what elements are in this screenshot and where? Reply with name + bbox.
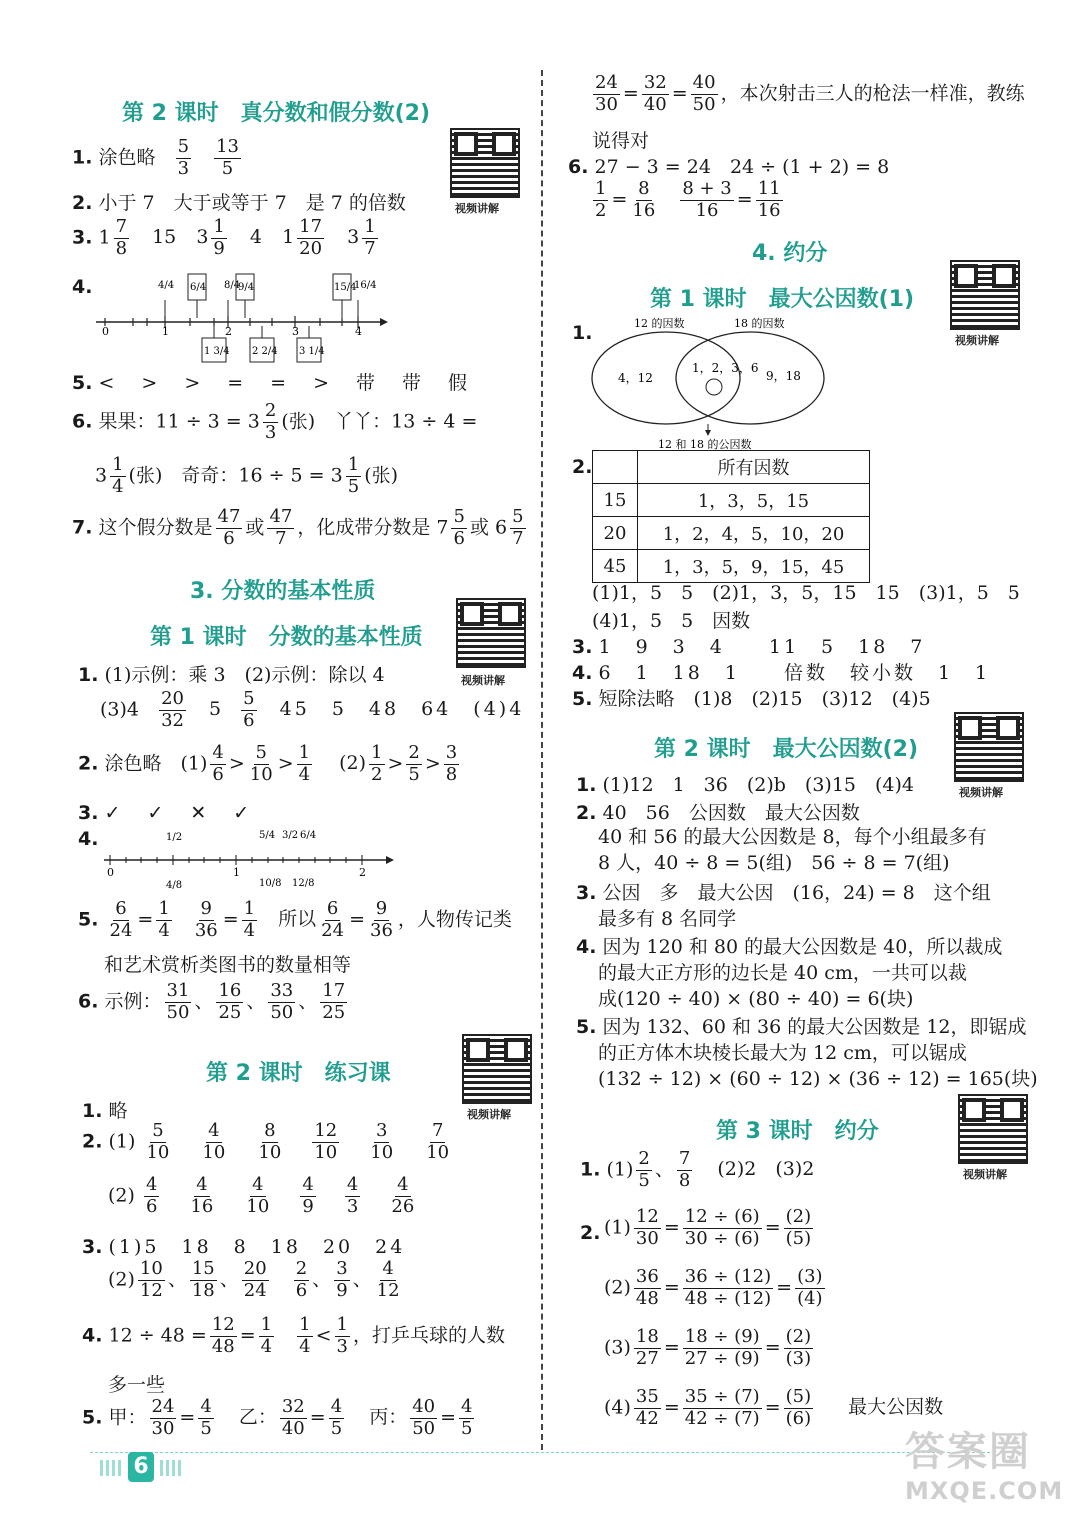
question-number: 5. [72, 372, 93, 394]
answer-2: 2. (1) $\frac{5}{10}$ $\frac{4}{10}$ $\frac{8}{10}$ $\frac{12}{10}$ $\frac{3}{10}$ $\frac{7}{10}$ [82, 1120, 450, 1163]
tick-label: 2 [225, 325, 232, 338]
reduction-row: (3) $\frac{18}{27}$ = $\frac{18 \div (9)}{27 \div (9)}$ = $\frac{(2)}{(3)}$ [604, 1326, 812, 1369]
answer-1: 1. (1)12 1 36 (2)b (3)15 (4)4 [576, 774, 915, 796]
qr-label: 视频讲解 [455, 202, 499, 215]
fraction: $\frac{31}{50}$ [166, 980, 190, 1023]
question-number: 6. [72, 410, 93, 433]
answer-5: 5. $\frac{6}{24}$ = $\frac{1}{4}$ $\frac{9}{36}$ = $\frac{1}{4}$ 所以 $\frac{6}{24}$ = $\frac{9}{36}$ ，人物传记类 [78, 898, 512, 941]
answer-2-cont: 8 人，40 ÷ 8 = 5(组) 56 ÷ 8 = 7(组) [598, 852, 950, 874]
venn-region: 9，18 [766, 369, 801, 383]
answer-3: 3. 1 $\frac{7}{8}$ 15 3 $\frac{1}{9}$ 4 1 $\frac{17}{20}$ 3 $\frac{1}{7}$ [72, 216, 376, 259]
fraction: $\frac{1}{2}$ [371, 742, 383, 785]
table-row: 45 1，3，5，9，15，45 [593, 550, 870, 583]
answer-1 [72, 138, 244, 179]
question-number: 4. [576, 936, 597, 958]
marker-label: 3/2 [282, 830, 299, 841]
answer-2: 2. 涂色略 (1) $\frac{4}{6}$ > $\frac{5}{10}$ > $\frac{1}{4}$ (2) $\frac{1}{2}$ > $\frac{2}{5}$ > $\frac{3}{8}$ [78, 742, 458, 785]
fraction: $\frac{15}{18}$ [191, 1258, 215, 1301]
question-number: 4. [572, 662, 593, 684]
venn-right-set [676, 332, 824, 424]
venn-label: 12 和 18 的公因数 [658, 438, 752, 451]
question-number: 1. [78, 664, 99, 686]
tick-label: 4 [355, 325, 362, 338]
question-number: 6. [568, 156, 589, 178]
fraction: $\frac{1}{5}$ [347, 454, 360, 497]
qr-code-icon[interactable] [450, 128, 520, 198]
fraction: $\frac{1}{4}$ [158, 898, 170, 941]
fraction: $\frac{(2)}{(5)}$ [785, 1206, 812, 1249]
fraction: $\frac{(3)}{(4)}$ [797, 1266, 823, 1309]
answer-2-cont: (4)1，5 5 因数 [592, 610, 751, 632]
tick-label: 1 [233, 866, 240, 879]
tick-label: 0 [107, 866, 114, 879]
fraction: $\frac{24}{30}$ [151, 1396, 175, 1439]
fraction: $\frac{1}{9}$ [213, 216, 225, 259]
answer-5 [72, 368, 471, 395]
fraction: $\frac{17}{25}$ [322, 980, 346, 1023]
fraction: $\frac{5}{7}$ [512, 506, 524, 549]
fraction: $\frac{17}{20}$ [299, 216, 323, 259]
answer-text: 小于 7 大于或等于 7 是 7 的倍数 [98, 192, 406, 214]
qr-label: 视频讲解 [955, 334, 999, 347]
answer-4: 4. 12 ÷ 48 = $\frac{12}{48}$ = $\frac{1}{4}$ $\frac{1}{4}$ < $\frac{1}{3}$ ，打乒乓球的人数 [82, 1314, 505, 1357]
venn-label: 18 的因数 [734, 317, 785, 330]
question-number: 5. [572, 688, 593, 710]
fraction: $\frac{5}{6}$ [243, 688, 255, 731]
question-number: 3. [72, 226, 93, 249]
fraction: $\frac{18}{27}$ [635, 1326, 659, 1369]
answer-3: 3. ✓ ✓ ✕ ✓ [78, 802, 254, 824]
fraction: $\frac{40}{50}$ [412, 1396, 436, 1439]
qr-code-icon[interactable] [462, 1034, 532, 1104]
section-title: 4. 约分 [752, 241, 828, 266]
number-line-figure [90, 270, 390, 366]
fraction: $\frac{3}{9}$ [336, 1258, 348, 1301]
fraction: $\frac{1}{4}$ [299, 1314, 311, 1357]
fraction: $\frac{1}{4}$ [298, 742, 311, 785]
marker-label: 9/4 [238, 282, 255, 293]
question-number: 2. [78, 752, 99, 775]
fraction: $\frac{4}{6}$ [212, 742, 224, 785]
answer-1-cont: (3)4 $\frac{20}{32}$ 5 $\frac{5}{6}$ 45 5 48 64 (4)4 [100, 688, 525, 731]
fraction: $\frac{35 \div (7)}{42 \div (7)}$ [684, 1386, 760, 1429]
fraction: $\frac{1}{4}$ [260, 1314, 273, 1357]
marker-label: 1/2 [166, 832, 183, 843]
watermark-title: 答案圈 [905, 1429, 1031, 1475]
marker-label: 8/4 [224, 280, 241, 291]
venn-diagram [588, 312, 838, 454]
page-decoration [100, 1460, 124, 1476]
fraction: $\frac{8 + 3}{16}$ [682, 178, 732, 221]
answer-5: 5. 甲： $\frac{24}{30}$ = $\frac{4}{5}$ 乙： $\frac{32}{40}$ = $\frac{4}{5}$ 丙： $\frac{40}{50}$ = $\frac{4}{5}$ [82, 1396, 473, 1439]
answer-5: 5. 因为 132、60 和 36 的最大公因数是 12，即锯成 [576, 1016, 1027, 1038]
fraction: $\frac{2}{3}$ [264, 400, 277, 443]
answer-7: 7. 这个假分数是 $\frac{47}{6}$ 或 $\frac{47}{7}$ ，化成带分数是 7 $\frac{5}{6}$ 或 6 $\frac{5}{7}$ [72, 506, 524, 549]
fraction: $\frac{47}{7}$ [269, 506, 293, 549]
venn-region: 1，2，3，6 [692, 361, 759, 375]
question-number: 6. [78, 990, 99, 1013]
fraction: $\frac{7}{8}$ [678, 1148, 691, 1191]
fraction: $\frac{12}{48}$ [211, 1314, 235, 1357]
answer-1: 1. (1) $\frac{2}{5}$ 、 $\frac{7}{8}$ (2)2 (3)2 [580, 1148, 815, 1191]
section-title: 3. 分数的基本性质 [190, 579, 376, 604]
fraction: $\frac{20}{24}$ [243, 1258, 267, 1301]
marker-label: 1 3/4 [204, 346, 230, 357]
fraction: $\frac{1}{4}$ [243, 898, 256, 941]
fraction: $\frac{4}{10}$ [202, 1120, 226, 1163]
fraction: $\frac{5}{10}$ [249, 742, 273, 785]
answer-2: 2. 40 56 公因数 最大公因数 [576, 802, 860, 824]
fraction: $\frac{8}{10}$ [258, 1120, 282, 1163]
marker-label: 6/4 [300, 830, 317, 841]
table-row: 20 1，2，4，5，10，20 [593, 517, 870, 550]
fraction: $\frac{40}{50}$ [692, 72, 716, 115]
answer-1: 1. 略 [82, 1100, 128, 1122]
marker-label: 12/8 [292, 878, 315, 889]
qr-code-icon[interactable] [958, 1094, 1028, 1164]
qr-code-icon[interactable] [456, 598, 526, 668]
fraction: $\frac{(2)}{(3)}$ [785, 1326, 812, 1369]
answer-5-cont: 和艺术赏析类图书的数量相等 [104, 954, 352, 976]
fraction: $\frac{6}{24}$ [321, 898, 345, 941]
fraction: $\frac{36 \div (12)}{48 \div (12)}$ [684, 1266, 772, 1309]
watermark-url: MXQE.COM [905, 1477, 1064, 1505]
fraction: $\frac{10}{12}$ [139, 1258, 163, 1301]
answer-5-cont: (132 ÷ 12) × (60 ÷ 12) × (36 ÷ 12) = 165(块) [598, 1068, 1038, 1090]
marker-label: 5/4 [259, 830, 276, 841]
question-number: 2. [82, 1130, 103, 1153]
fraction: $\frac{1}{7}$ [364, 216, 376, 259]
question-number: 1. [580, 1158, 601, 1181]
question-number: 2. [72, 192, 93, 214]
answer-6: 6. 27 − 3 = 24 24 ÷ (1 + 2) = 8 [568, 156, 890, 178]
question-number: 3. [572, 636, 593, 658]
qr-label: 视频讲解 [959, 786, 1003, 799]
question-number: 2. [576, 802, 597, 824]
fraction: $\frac{3}{10}$ [370, 1120, 394, 1163]
table-row: 15 1，3，5，15 [593, 484, 870, 517]
answer-4: 4. 6 1 18 1 倍数 较小数 1 1 [572, 662, 991, 684]
answer-5-cont: $\frac{24}{30}$ = $\frac{32}{40}$ = $\frac{40}{50}$ ，本次射击三人的枪法一样准，教练 [595, 72, 1025, 115]
fraction: $\frac{7}{8}$ [115, 216, 128, 259]
answer-text: < > > = = > 带 带 假 [98, 372, 472, 394]
fraction: $\frac{2}{5}$ [638, 1148, 650, 1191]
question-number: 5. [576, 1016, 597, 1038]
question-number: 5. [82, 1406, 103, 1429]
fraction: $\frac{1}{2}$ [595, 178, 607, 221]
fraction: $\frac{1}{3}$ [336, 1314, 348, 1357]
marker-label: 6/4 [190, 282, 207, 293]
reduction-row: (1) $\frac{12}{30}$ = $\frac{12 \div (6)}{30 \div (6)}$ = $\frac{(2)}{(5)}$ [604, 1206, 812, 1249]
answer-2 [72, 188, 406, 215]
venn-region: 4，12 [618, 371, 653, 385]
fraction: $\frac{4}{9}$ [302, 1174, 314, 1217]
question-number: 2. [572, 456, 593, 478]
question-number: 1. [572, 322, 593, 344]
lesson-title: 第 1 课时 最大公因数(1) [650, 287, 915, 312]
fraction: $\frac{4}{5}$ [330, 1396, 343, 1439]
tick-label: 0 [102, 325, 109, 338]
answer-3-cont: (2) $\frac{10}{12}$ 、 $\frac{15}{18}$ 、 $\frac{20}{24}$ $\frac{2}{6}$ 、 $\frac{3}{9}$ 、 $\frac{4}{12}$ [108, 1258, 400, 1301]
fraction: $\frac{9}{36}$ [370, 898, 393, 941]
fraction: $\frac{11}{16}$ [757, 178, 781, 221]
fraction: $\frac{13}{5}$ [216, 136, 239, 179]
lesson-title: 第 1 课时 分数的基本性质 [150, 625, 423, 650]
qr-code-icon[interactable] [950, 260, 1020, 330]
tick-label: 1 [162, 325, 169, 338]
fraction: $\frac{4}{5}$ [461, 1396, 473, 1439]
answer-2-cont: (1)1，5 5 (2)1，3，5，15 15 (3)1，5 5 [592, 582, 1020, 604]
watermark [905, 1420, 1063, 1505]
qr-label: 视频讲解 [467, 1108, 511, 1121]
question-number: 4. [82, 1324, 103, 1347]
page-decoration [160, 1460, 184, 1476]
tick-label: 2 [359, 866, 366, 879]
answer-2-cont: (2) $\frac{4}{6}$ $\frac{4}{16}$ $\frac{4}{10}$ $\frac{4}{9}$ $\frac{4}{3}$ $\frac{4}{26}$ [108, 1174, 415, 1217]
lesson-title: 第 3 课时 约分 [716, 1119, 879, 1144]
fraction: $\frac{4}{5}$ [200, 1396, 212, 1439]
fraction: $\frac{4}{3}$ [346, 1174, 359, 1217]
fraction: $\frac{2}{6}$ [295, 1258, 308, 1301]
question-number: 1. [576, 774, 597, 796]
table-header: 所有因数 [638, 451, 870, 484]
fraction: $\frac{2}{5}$ [408, 742, 420, 785]
fraction: $\frac{47}{6}$ [217, 506, 241, 549]
answer-5-cont: 的正方体木块棱长最大为 12 cm，可以锯成 [598, 1042, 967, 1064]
answer-4-cont: 多一些 [108, 1374, 166, 1396]
page-number: 6 [128, 1452, 154, 1482]
answer-4-cont: 的最大正方形的边长是 40 cm，一共可以裁 [598, 962, 967, 984]
marker-label: 10/8 [259, 878, 282, 889]
question-number: 3. [78, 802, 99, 824]
qr-code-icon[interactable] [954, 712, 1024, 782]
fraction: $\frac{32}{40}$ [281, 1396, 305, 1439]
question-number: 2. [580, 1222, 601, 1244]
fraction: $\frac{(5)}{(6)}$ [785, 1386, 812, 1429]
question-number: 1. [82, 1100, 103, 1122]
fraction: $\frac{1}{4}$ [112, 454, 124, 497]
fraction: $\frac{3}{8}$ [445, 742, 458, 785]
table-header-empty [593, 451, 638, 484]
fraction: $\frac{6}{24}$ [109, 898, 133, 941]
fraction: $\frac{4}{16}$ [190, 1174, 214, 1217]
fraction: $\frac{12 \div (6)}{30 \div (6)}$ [684, 1206, 760, 1249]
fraction: $\frac{9}{36}$ [194, 898, 218, 941]
marker-label: 16/4 [354, 280, 377, 291]
question-number: 1. [72, 146, 93, 169]
fraction: $\frac{4}{26}$ [391, 1174, 415, 1217]
number-line-figure [100, 826, 400, 892]
reduction-row: (4) $\frac{35}{42}$ = $\frac{35 \div (7)}{42 \div (7)}$ = $\frac{(5)}{(6)}$ 最大公因数 [604, 1386, 944, 1429]
lesson-title: 第 2 课时 真分数和假分数(2) [122, 101, 431, 126]
fraction: $\frac{32}{40}$ [643, 72, 667, 115]
answer-1: 1. (1)示例：乘 3 (2)示例：除以 4 [78, 664, 385, 686]
answer-4-cont: 成(120 ÷ 40) × (80 ÷ 40) = 6(块) [598, 988, 914, 1010]
fraction: $\frac{5}{6}$ [453, 506, 465, 549]
question-number: 5. [78, 908, 99, 931]
fraction: $\frac{4}{10}$ [246, 1174, 270, 1217]
marker-label: 3 1/4 [299, 346, 325, 357]
answer-3: 3. 公因 多 最大公因 (16，24) = 8 这个组 [576, 882, 991, 904]
lesson-title: 第 2 课时 最大公因数(2) [654, 737, 919, 762]
fraction: $\frac{35}{42}$ [635, 1386, 659, 1429]
fraction: $\frac{4}{12}$ [376, 1258, 400, 1301]
fraction: $\frac{4}{6}$ [145, 1174, 158, 1217]
question-number: 7. [72, 516, 93, 539]
answer-6-cont: 3 $\frac{1}{4}$ (张) 奇奇：16 ÷ 5 = 3 $\frac{1}{5}$ (张) [95, 454, 399, 497]
fraction: $\frac{33}{50}$ [270, 980, 294, 1023]
fraction: $\frac{12}{30}$ [635, 1206, 659, 1249]
answer-6: 6. 果果：11 ÷ 3 = 3 $\frac{2}{3}$ (张) 丫丫：13 ÷ 4 = [72, 400, 478, 443]
footer-divider [90, 1452, 990, 1453]
venn-label: 12 的因数 [634, 317, 685, 330]
lesson-title: 第 2 课时 练习课 [206, 1061, 391, 1086]
fraction: $\frac{8}{16}$ [632, 178, 656, 221]
marker-label: 4/4 [158, 280, 175, 291]
marker-label: 15/4 [334, 282, 357, 293]
column-divider [541, 70, 543, 1450]
answer-2-cont: 40 和 56 的最大公因数是 8，每个小组最多有 [598, 826, 987, 848]
answer-3: 3. (1)5 18 8 18 20 24 [82, 1236, 406, 1258]
answer-text: 涂色略 [98, 146, 156, 169]
reduction-row: (2) $\frac{36}{48}$ = $\frac{36 \div (12)}{48 \div (12)}$ = $\frac{(3)}{(4)}$ [604, 1266, 823, 1309]
answer-4: 4. 因为 120 和 80 的最大公因数是 40，所以裁成 [576, 936, 1003, 958]
answer-3-cont: 最多有 8 名同学 [598, 908, 737, 930]
question-number: 4. [72, 276, 93, 298]
marker-label: 4/8 [166, 880, 183, 891]
fraction: $\frac{24}{30}$ [595, 72, 618, 115]
marker-label: 2 2/4 [252, 346, 278, 357]
fraction: $\frac{12}{10}$ [314, 1120, 338, 1163]
tick-label: 3 [292, 325, 299, 338]
fraction: $\frac{36}{48}$ [635, 1266, 659, 1309]
answer-6-cont: $\frac{1}{2}$ = $\frac{8}{16}$ $\frac{8 + 3}{16}$ = $\frac{11}{16}$ [595, 178, 781, 221]
venn-left-set [592, 332, 740, 424]
qr-label: 视频讲解 [963, 1168, 1007, 1181]
answer-5-cont: 说得对 [592, 130, 650, 152]
question-number: 3. [82, 1236, 103, 1258]
fraction: $\frac{16}{25}$ [218, 980, 242, 1023]
fraction: $\frac{5}{10}$ [146, 1120, 170, 1163]
answer-5: 5. 短除法略 (1)8 (2)15 (3)12 (4)5 [572, 688, 931, 710]
question-number: 4. [78, 828, 99, 850]
answer-6: 6. 示例： $\frac{31}{50}$ 、 $\frac{16}{25}$ 、 $\frac{33}{50}$ 、 $\frac{17}{25}$ [78, 980, 346, 1023]
factors-table [592, 450, 870, 583]
fraction: $\frac{20}{32}$ [161, 688, 184, 731]
fraction: $\frac{18 \div (9)}{27 \div (9)}$ [684, 1326, 760, 1369]
fraction: $\frac{7}{10}$ [426, 1120, 450, 1163]
fraction: $\frac{5}{3}$ [177, 136, 190, 179]
answer-3: 3. 1 9 3 4 11 5 18 7 [572, 636, 926, 658]
qr-label: 视频讲解 [461, 674, 505, 687]
question-number: 3. [576, 882, 597, 904]
